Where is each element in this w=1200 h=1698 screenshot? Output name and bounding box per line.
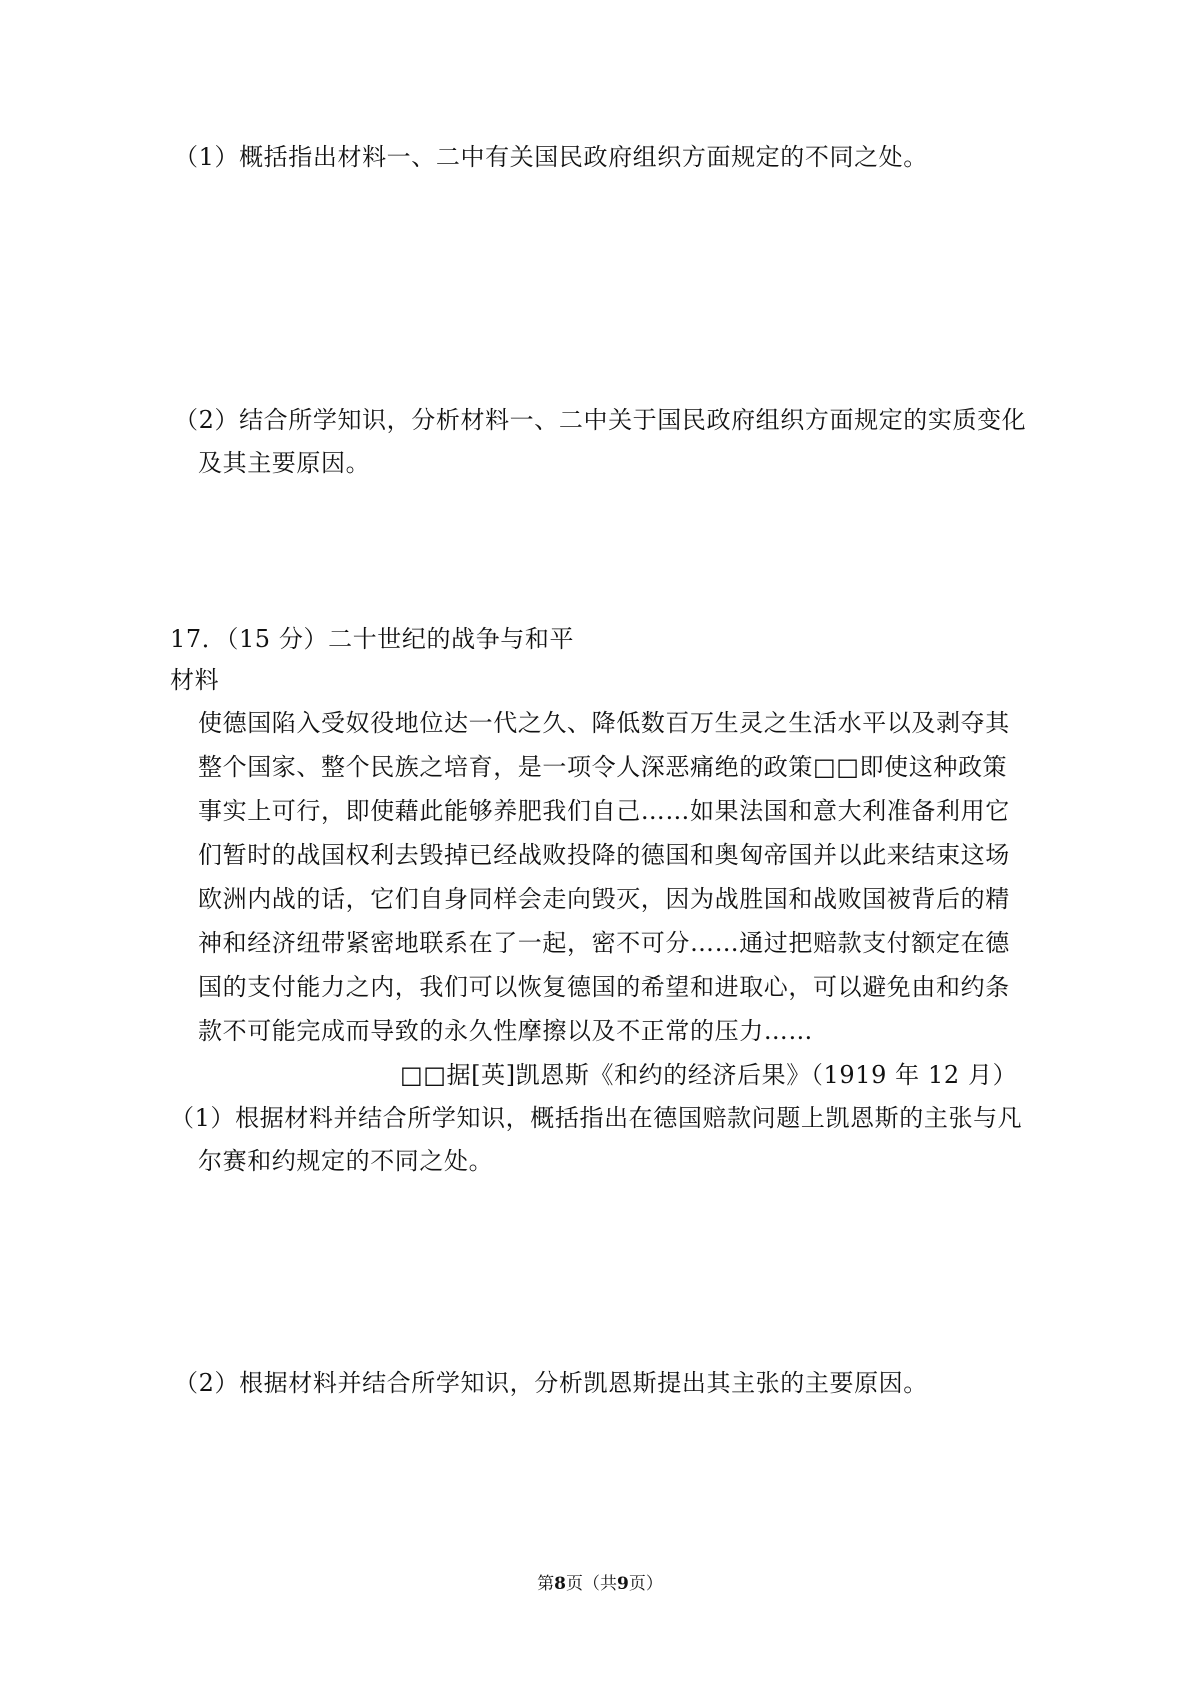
q17-part1-question-line1: （1）根据材料并结合所学知识，概括指出在德国赔款问题上凯恩斯的主张与凡 — [170, 1104, 1023, 1132]
q17-source-citation: □□据[英]凯恩斯《和约的经济后果》（1919 年 12 月） — [400, 1061, 1018, 1089]
q17-material-line: 神和经济纽带紧密地联系在了一起，密不可分……通过把赔款支付额定在德 — [198, 929, 1010, 957]
q17-title: 17．（15 分）二十世纪的战争与和平 — [170, 625, 575, 653]
page-number-footer — [0, 1572, 1200, 1596]
footer-current-page: 8 — [554, 1574, 566, 1594]
q17-part1-question-line2: 尔赛和约规定的不同之处。 — [198, 1147, 494, 1175]
q16-part2-question-line1: （2）结合所学知识，分析材料一、二中关于国民政府组织方面规定的实质变化 — [174, 406, 1027, 434]
q17-material-label: 材料 — [170, 666, 220, 694]
q16-part1-question: （1）概括指出材料一、二中有关国民政府组织方面规定的不同之处。 — [174, 143, 928, 171]
footer-prefix: 第 — [537, 1574, 555, 1594]
q17-material-line: 国的支付能力之内，我们可以恢复德国的希望和进取心，可以避免由和约条 — [198, 973, 1010, 1001]
q17-material-line: 欧洲内战的话，它们自身同样会走向毁灭，因为战胜国和战败国被背后的精 — [198, 885, 1010, 913]
footer-suffix: 页） — [628, 1574, 663, 1594]
footer-middle: 页（共 — [566, 1574, 617, 1594]
q16-part2-question-line2: 及其主要原因。 — [198, 449, 371, 477]
q17-material-line: 整个国家、整个民族之培育，是一项令人深恶痛绝的政策□□即使这种政策 — [198, 753, 1008, 781]
q17-material-line: 使德国陷入受奴役地位达一代之久、降低数百万生灵之生活水平以及剥夺其 — [198, 709, 1010, 737]
q17-material-line: 们暂时的战国权利去毁掉已经战败投降的德国和奥匈帝国并以此来结束这场 — [198, 841, 1010, 869]
q17-material-line: 款不可能完成而导致的永久性摩擦以及不正常的压力…… — [198, 1017, 813, 1045]
q17-material-line: 事实上可行，即使藉此能够养肥我们自己……如果法国和意大利准备利用它 — [198, 797, 1010, 825]
footer-total-pages: 9 — [617, 1574, 629, 1594]
q17-part2-question: （2）根据材料并结合所学知识，分析凯恩斯提出其主张的主要原因。 — [174, 1369, 928, 1397]
